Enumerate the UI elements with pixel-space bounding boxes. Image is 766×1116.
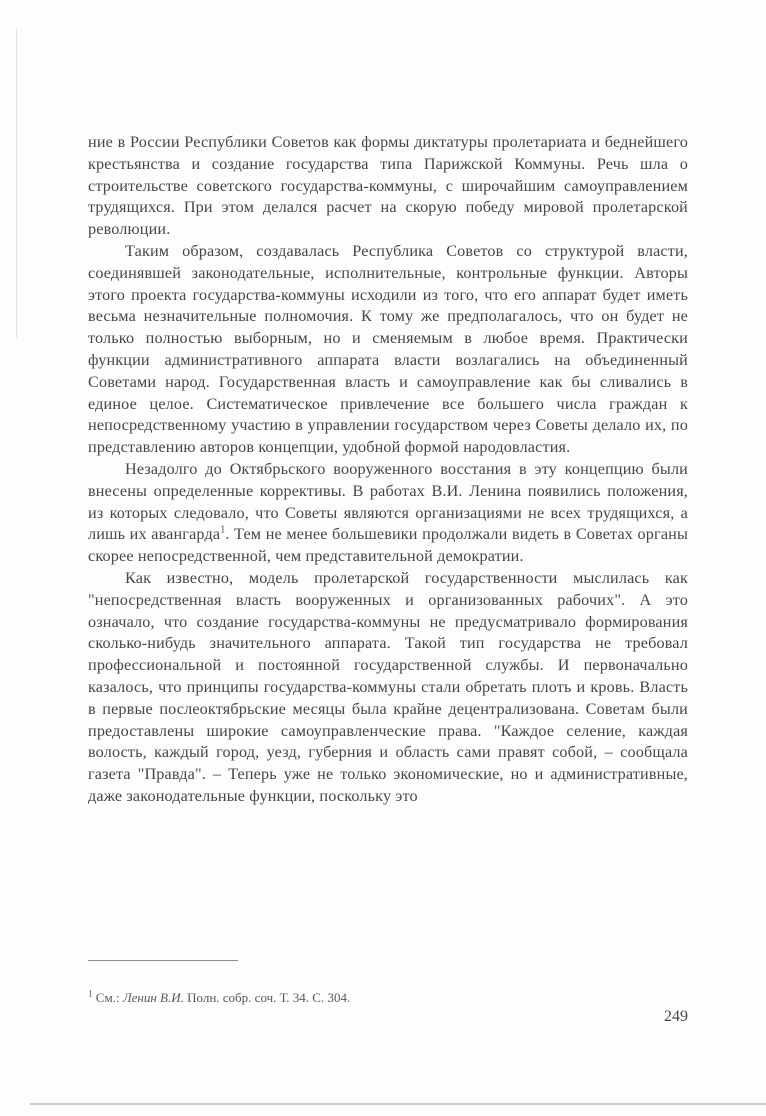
footnote-prefix: См.:: [95, 990, 123, 1005]
page-number: 249: [664, 1008, 688, 1025]
paragraph: Как известно, модель пролетарской государственности мыслилась как "непосредственная власть вооруженных и организованных рабочих". А это означало, что создание государства-коммуны не предусматривало формирования сколько-нибудь значительного аппарата. Такой тип государства не требовал профессиональной и постоянной государственной службы. И первоначально казалось, что принципы государства-коммуны стали обретать плоть и кровь. Власть в первые послеоктябрьские месяцы была крайне децентрализована. Советам были предоставлены широкие самоуправленческие права. "Каждое селение, каждая волость, каждый город, уезд, губерния и область сами правят собой, – сообщала газета "Правда". – Теперь уже не только экономические, но и административные, даже законодательные функции, поскольку это: [88, 568, 688, 805]
paragraph-with-footnote-ref: [88, 459, 688, 568]
footnote-area: [88, 960, 688, 1006]
paragraph-text: Незадолго до Октябрьского вооруженного восстания в эту концепцию были внесены определенные коррективы. В работах В.И. Ленина появились положения, из которых следовало, что Советы являются организациями не всех трудящихся, а лишь их авангарда: [88, 459, 688, 544]
footnote-author: Ленин В.И.: [122, 990, 184, 1005]
paragraph: Таким образом, создавалась Республика Советов со структурой власти, соединявшей законодательные, исполнительные, контрольные функции. Авторы этого проекта государства-коммуны исходили из того, что его аппарат будет иметь весьма незначительные полномочия. К тому же предполагалось, что он будет не только полностью выборным, но и сменяемым в любое время. Практически функции административного аппарата власти возлагались на объединенный Советами народ. Государственная власть и самоуправление как бы сливались в единое целое. Систематическое привлечение все большего числа граждан к непосредственному участию в управлении государством через Советы делало их, по представлению авторов концепции, удобной формой народовластия.: [88, 241, 688, 457]
text-block: [88, 132, 688, 808]
scan-artifact-bottom-edge: [30, 1103, 766, 1105]
scan-artifact-left-edge: [16, 28, 17, 338]
footnote-marker: 1: [88, 988, 93, 999]
footnote-citation: Полн. собр. соч. Т. 34. С. 304.: [183, 990, 351, 1005]
paragraph-text: . Тем не менее большевики продолжали видеть в Советах органы скорее непосредственной, чем представительной демократии.: [88, 525, 688, 566]
footnote: [88, 989, 688, 1006]
paragraph-continuation: ние в России Республики Советов как формы диктатуры пролетариата и беднейшего крестьянства и создание государства типа Парижской Коммуны. Речь шла о строительстве советского государства-коммуны, с широчайшим самоуправлением трудящихся. При этом делался расчет на скорую победу мировой пролетарской революции.: [88, 133, 688, 239]
footnote-separator-rule: [88, 960, 238, 961]
footnote-reference-mark: 1: [220, 524, 226, 536]
